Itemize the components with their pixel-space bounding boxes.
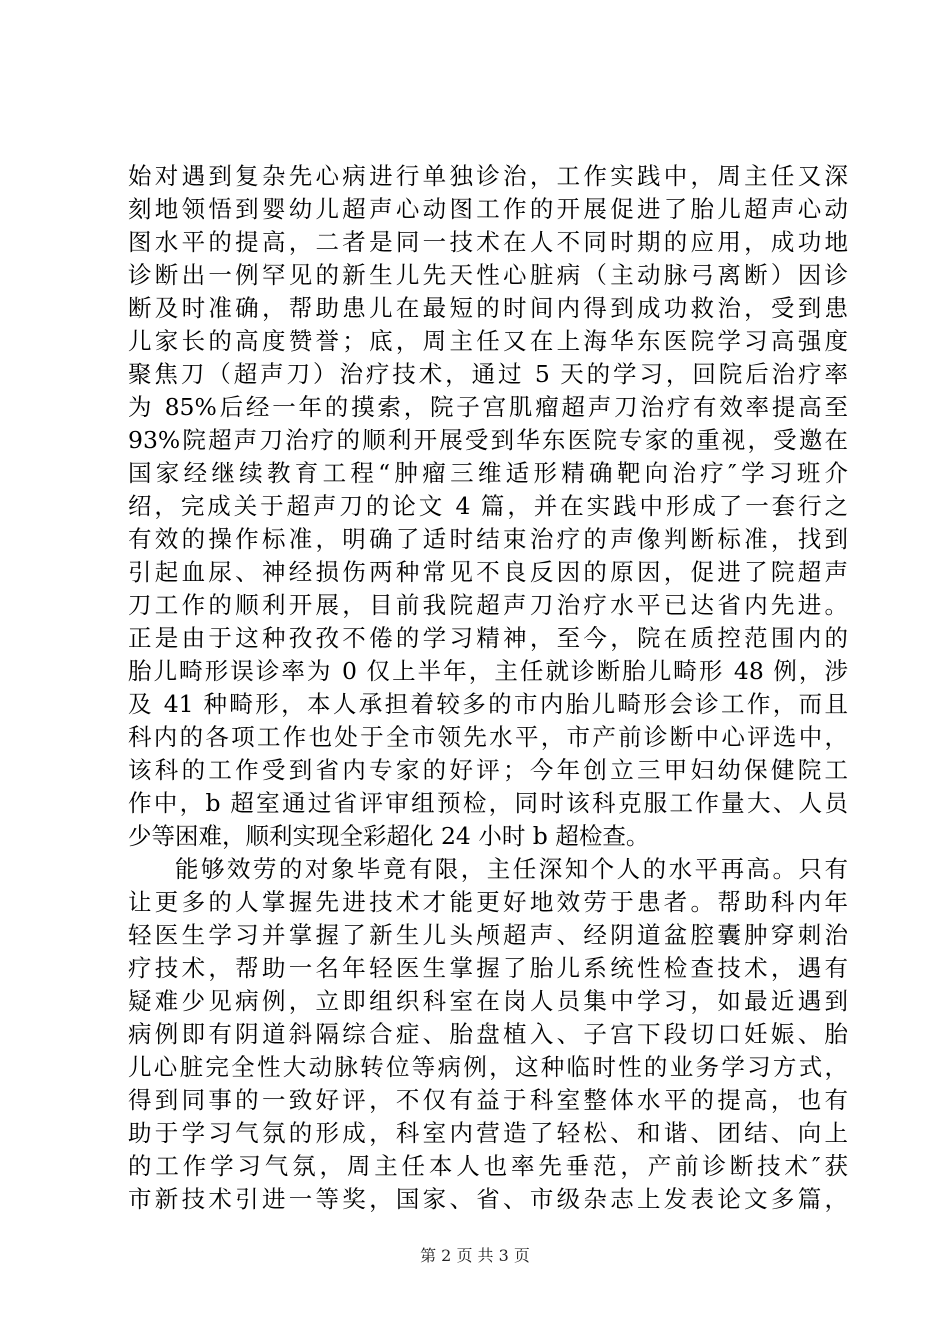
text-line: 为 85%后经一年的摸索，院子宫肌瘤超声刀治疗有效率提高至 [128, 393, 848, 421]
paragraph-first-line: 能够效劳的对象毕竟有限，主任深知个人的水平再高。只有 [175, 855, 848, 883]
text-line: 科内的各项工作也处于全市领先水平，市产前诊断中心评选中， [128, 723, 848, 751]
text-line: 的工作学习气氛，周主任本人也率先垂范，产前诊断技术″获 [128, 1152, 848, 1180]
text-line: 93%院超声刀治疗的顺利开展受到华东医院专家的重视，受邀在 [128, 426, 848, 454]
text-line: 儿心脏完全性大动脉转位等病例，这种临时性的业务学习方式， [128, 1053, 848, 1081]
text-line: 刻地领悟到婴幼儿超声心动图工作的开展促进了胎儿超声心动 [128, 195, 848, 223]
text-line: 疑难少见病例，立即组织科室在岗人员集中学习，如最近遇到 [128, 987, 848, 1015]
text-line: 有效的操作标准，明确了适时结束治疗的声像判断标准，找到 [128, 525, 848, 553]
text-line: 助于学习气氛的形成，科室内营造了轻松、和谐、团结、向上 [128, 1119, 848, 1147]
text-line: 该科的工作受到省内专家的好评；今年创立三甲妇幼保健院工 [128, 756, 848, 784]
text-line: 引起血尿、神经损伤两种常见不良反因的原因，促进了院超声 [128, 558, 848, 586]
text-line: 始对遇到复杂先心病进行单独诊治，工作实践中，周主任又深 [128, 162, 848, 190]
text-line: 绍，完成关于超声刀的论文 4 篇，并在实践中形成了一套行之 [128, 492, 848, 520]
text-line: 病例即有阴道斜隔综合症、胎盘植入、子宫下段切口妊娠、胎 [128, 1020, 848, 1048]
text-line: 儿家长的高度赞誉；底，周主任又在上海华东医院学习高强度 [128, 327, 848, 355]
text-line: 聚焦刀（超声刀）治疗技术，通过 5 天的学习，回院后治疗率 [128, 360, 848, 388]
page-number-footer: 第 2 页 共 3 页 [420, 1246, 530, 1265]
text-line: 疗技术，帮助一名年轻医生掌握了胎儿系统性检查技术，遇有 [128, 954, 848, 982]
text-line: 刀工作的顺利开展，目前我院超声刀治疗水平已达省内先进。 [128, 591, 848, 619]
text-line: 断及时准确，帮助患儿在最短的时间内得到成功救治，受到患 [128, 294, 848, 322]
text-line: 国家经继续教育工程“肿瘤三维适形精确靶向治疗″学习班介 [128, 459, 848, 487]
document-body [128, 160, 848, 1216]
text-line: 作中，b 超室通过省评审组预检，同时该科克服工作量大、人员 [128, 789, 848, 817]
text-line: 让更多的人掌握先进技术才能更好地效劳于患者。帮助科内年 [128, 888, 848, 916]
text-line: 及 41 种畸形，本人承担着较多的市内胎儿畸形会诊工作，而且 [128, 690, 848, 718]
text-line: 轻医生学习并掌握了新生儿头颅超声、经阴道盆腔囊肿穿刺治 [128, 921, 848, 949]
text-line: 正是由于这种孜孜不倦的学习精神，至今，院在质控范围内的 [128, 624, 848, 652]
text-line: 市新技术引进一等奖，国家、省、市级杂志上发表论文多篇， [128, 1185, 848, 1213]
paragraph-end-line: 少等困难，顺利实现全彩超化 24 小时 b 超检查。 [128, 822, 650, 850]
text-line: 得到同事的一致好评，不仅有益于科室整体水平的提高，也有 [128, 1086, 848, 1114]
text-line: 胎儿畸形误诊率为 0 仅上半年，主任就诊断胎儿畸形 48 例，涉 [128, 657, 848, 685]
text-line: 诊断出一例罕见的新生儿先天性心脏病（主动脉弓离断）因诊 [128, 261, 848, 289]
text-line: 图水平的提高，二者是同一技术在人不同时期的应用，成功地 [128, 228, 848, 256]
